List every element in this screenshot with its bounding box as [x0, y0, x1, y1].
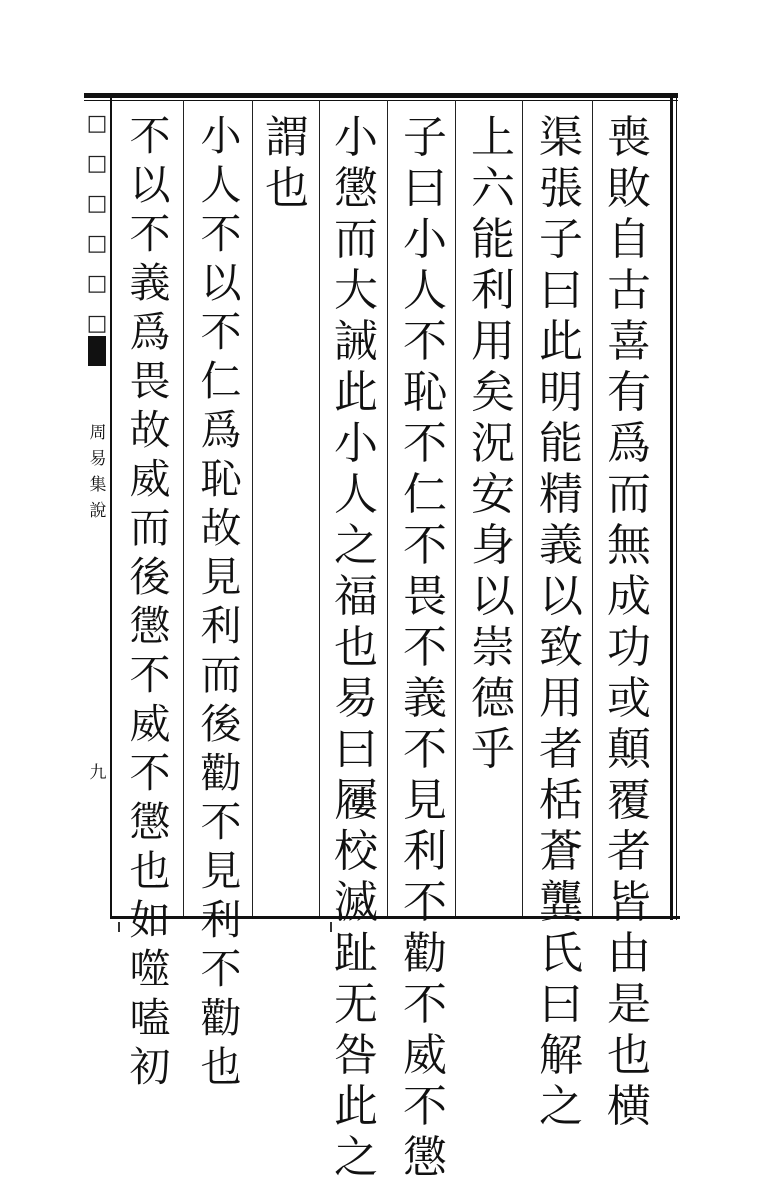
- character: 義: [539, 520, 583, 571]
- character: 乎: [471, 724, 515, 775]
- character: 後: [200, 700, 242, 748]
- character: 能: [471, 214, 515, 265]
- character: 横: [607, 1081, 651, 1132]
- character: 顛: [607, 724, 651, 775]
- character: 不: [403, 724, 447, 775]
- character: 子: [403, 112, 447, 163]
- character: 之: [334, 1132, 378, 1183]
- character: 也: [334, 622, 378, 673]
- character: 不: [403, 979, 447, 1030]
- character: □: [86, 151, 108, 176]
- character: 崇: [471, 622, 515, 673]
- character: 以: [539, 571, 583, 622]
- character: 而: [200, 651, 242, 699]
- character: 自: [607, 214, 651, 265]
- character: 義: [403, 673, 447, 724]
- character: 小: [200, 112, 242, 160]
- character: 勸: [200, 749, 242, 797]
- character: 福: [334, 571, 378, 622]
- character: 易: [334, 673, 378, 724]
- character: 敗: [607, 163, 651, 214]
- character: 威: [129, 455, 171, 503]
- frame-top-inner-border: [84, 100, 678, 101]
- character: 人: [403, 265, 447, 316]
- character: 精: [539, 469, 583, 520]
- gutter-collection-title: [86, 104, 108, 344]
- character: 或: [607, 673, 651, 724]
- character: 无: [334, 979, 378, 1030]
- character: 集: [89, 475, 107, 495]
- fishtail-ornament-icon: [88, 336, 106, 366]
- character: 曰: [403, 163, 447, 214]
- text-column: [396, 112, 454, 1183]
- character: 謂: [265, 112, 309, 163]
- character: 故: [129, 406, 171, 454]
- text-column: [124, 112, 176, 1092]
- column-rule: [592, 100, 593, 916]
- column-rule: [455, 100, 456, 916]
- character: 屨: [334, 775, 378, 826]
- character: 義: [129, 259, 171, 307]
- character: 功: [607, 622, 651, 673]
- character: 龔: [539, 877, 583, 928]
- character: 說: [89, 501, 107, 521]
- character: 能: [539, 418, 583, 469]
- text-column: [195, 112, 247, 1092]
- character: 懲: [129, 798, 171, 846]
- character: 皆: [607, 877, 651, 928]
- character: 不: [200, 308, 242, 356]
- character: 恥: [200, 455, 242, 503]
- character: 張: [539, 163, 583, 214]
- column-rule: [319, 100, 320, 916]
- character: 後: [129, 553, 171, 601]
- character: 明: [539, 367, 583, 418]
- character: 有: [607, 367, 651, 418]
- character: 曰: [539, 265, 583, 316]
- character: 渠: [539, 112, 583, 163]
- character: 不: [403, 316, 447, 367]
- character: 不: [403, 622, 447, 673]
- character: 懲: [403, 1132, 447, 1183]
- character: 無: [607, 520, 651, 571]
- page-number: 九: [89, 763, 107, 783]
- character: 曰: [539, 979, 583, 1030]
- frame-top-border: [84, 93, 678, 98]
- character: 德: [471, 673, 515, 724]
- character: 懲: [129, 602, 171, 650]
- character: 威: [129, 700, 171, 748]
- text-column: [532, 112, 590, 1132]
- character: 嗑: [129, 994, 171, 1042]
- character: 故: [200, 504, 242, 552]
- character: 也: [607, 1030, 651, 1081]
- character: 見: [200, 847, 242, 895]
- character: 利: [471, 265, 515, 316]
- character: 曰: [334, 724, 378, 775]
- frame-right-inner-border: [676, 96, 677, 920]
- character: 者: [539, 724, 583, 775]
- character: 利: [200, 602, 242, 650]
- character: 爲: [129, 308, 171, 356]
- text-column: [327, 112, 385, 1183]
- character: 安: [471, 469, 515, 520]
- character: 易: [89, 449, 107, 469]
- character: 不: [403, 877, 447, 928]
- character: 以: [471, 571, 515, 622]
- character: 用: [471, 316, 515, 367]
- character: 勸: [200, 994, 242, 1042]
- character: 不: [129, 651, 171, 699]
- character: 不: [403, 520, 447, 571]
- character: 威: [403, 1030, 447, 1081]
- character: 以: [129, 161, 171, 209]
- character: 不: [403, 1081, 447, 1132]
- character: 者: [607, 826, 651, 877]
- character: 身: [471, 520, 515, 571]
- frame-right-border: [670, 96, 673, 920]
- character: 懲: [334, 163, 378, 214]
- text-column: [464, 112, 522, 775]
- character: 覆: [607, 775, 651, 826]
- character: 而: [334, 214, 378, 265]
- character: 此: [334, 367, 378, 418]
- character: 栝: [539, 775, 583, 826]
- character: 畏: [129, 357, 171, 405]
- character: 氏: [539, 928, 583, 979]
- character: 之: [539, 1081, 583, 1132]
- text-column: [258, 112, 316, 214]
- text-column: [600, 112, 658, 1132]
- character: 也: [265, 163, 309, 214]
- character: 仁: [200, 357, 242, 405]
- character: 用: [539, 673, 583, 724]
- character: 蒼: [539, 826, 583, 877]
- character: 解: [539, 1030, 583, 1081]
- character: □: [86, 111, 108, 136]
- column-rule: [183, 100, 184, 916]
- character: □: [86, 271, 108, 296]
- character: 由: [607, 928, 651, 979]
- column-rule: [252, 100, 253, 916]
- character: 爲: [200, 406, 242, 454]
- character: 不: [403, 418, 447, 469]
- character: 喜: [607, 316, 651, 367]
- character: 上: [471, 112, 515, 163]
- character: □: [86, 311, 108, 336]
- character: 不: [200, 210, 242, 258]
- character: 不: [200, 945, 242, 993]
- character: 之: [334, 520, 378, 571]
- character: 誡: [334, 316, 378, 367]
- character: 勸: [403, 928, 447, 979]
- column-rule: [522, 100, 523, 916]
- character: 不: [129, 210, 171, 258]
- character: 而: [607, 469, 651, 520]
- character: 不: [129, 112, 171, 160]
- character: 仁: [403, 469, 447, 520]
- character: 六: [471, 163, 515, 214]
- character: 恥: [403, 367, 447, 418]
- character: 子: [539, 214, 583, 265]
- character: 喪: [607, 112, 651, 163]
- character: 而: [129, 504, 171, 552]
- character: 人: [200, 161, 242, 209]
- character: 古: [607, 265, 651, 316]
- character: 以: [200, 259, 242, 307]
- character: 初: [129, 1043, 171, 1091]
- gutter-page-number: [88, 760, 108, 786]
- character: 周: [89, 423, 107, 443]
- character: 矣: [471, 367, 515, 418]
- character: 利: [403, 826, 447, 877]
- edge-tick: [330, 922, 332, 932]
- character: 如: [129, 896, 171, 944]
- character: □: [86, 191, 108, 216]
- character: 不: [129, 749, 171, 797]
- character: 滅: [334, 877, 378, 928]
- gutter-book-title: [88, 420, 108, 524]
- character: 是: [607, 979, 651, 1030]
- character: 小: [334, 418, 378, 469]
- column-rule: [387, 100, 388, 916]
- character: 校: [334, 826, 378, 877]
- character: 利: [200, 896, 242, 944]
- character: 此: [334, 1081, 378, 1132]
- character: 爲: [607, 418, 651, 469]
- character: 致: [539, 622, 583, 673]
- character: 大: [334, 265, 378, 316]
- character: 也: [129, 847, 171, 895]
- character: 也: [200, 1043, 242, 1091]
- character: 人: [334, 469, 378, 520]
- character: 成: [607, 571, 651, 622]
- character: 小: [334, 112, 378, 163]
- character: 小: [403, 214, 447, 265]
- character: 見: [200, 553, 242, 601]
- character: 畏: [403, 571, 447, 622]
- character: 不: [200, 798, 242, 846]
- gutter-divider: [110, 96, 112, 918]
- character: 噬: [129, 945, 171, 993]
- character: 見: [403, 775, 447, 826]
- character: 此: [539, 316, 583, 367]
- character: 趾: [334, 928, 378, 979]
- character: 咎: [334, 1030, 378, 1081]
- edge-tick: [118, 922, 120, 932]
- character: □: [86, 231, 108, 256]
- character: 況: [471, 418, 515, 469]
